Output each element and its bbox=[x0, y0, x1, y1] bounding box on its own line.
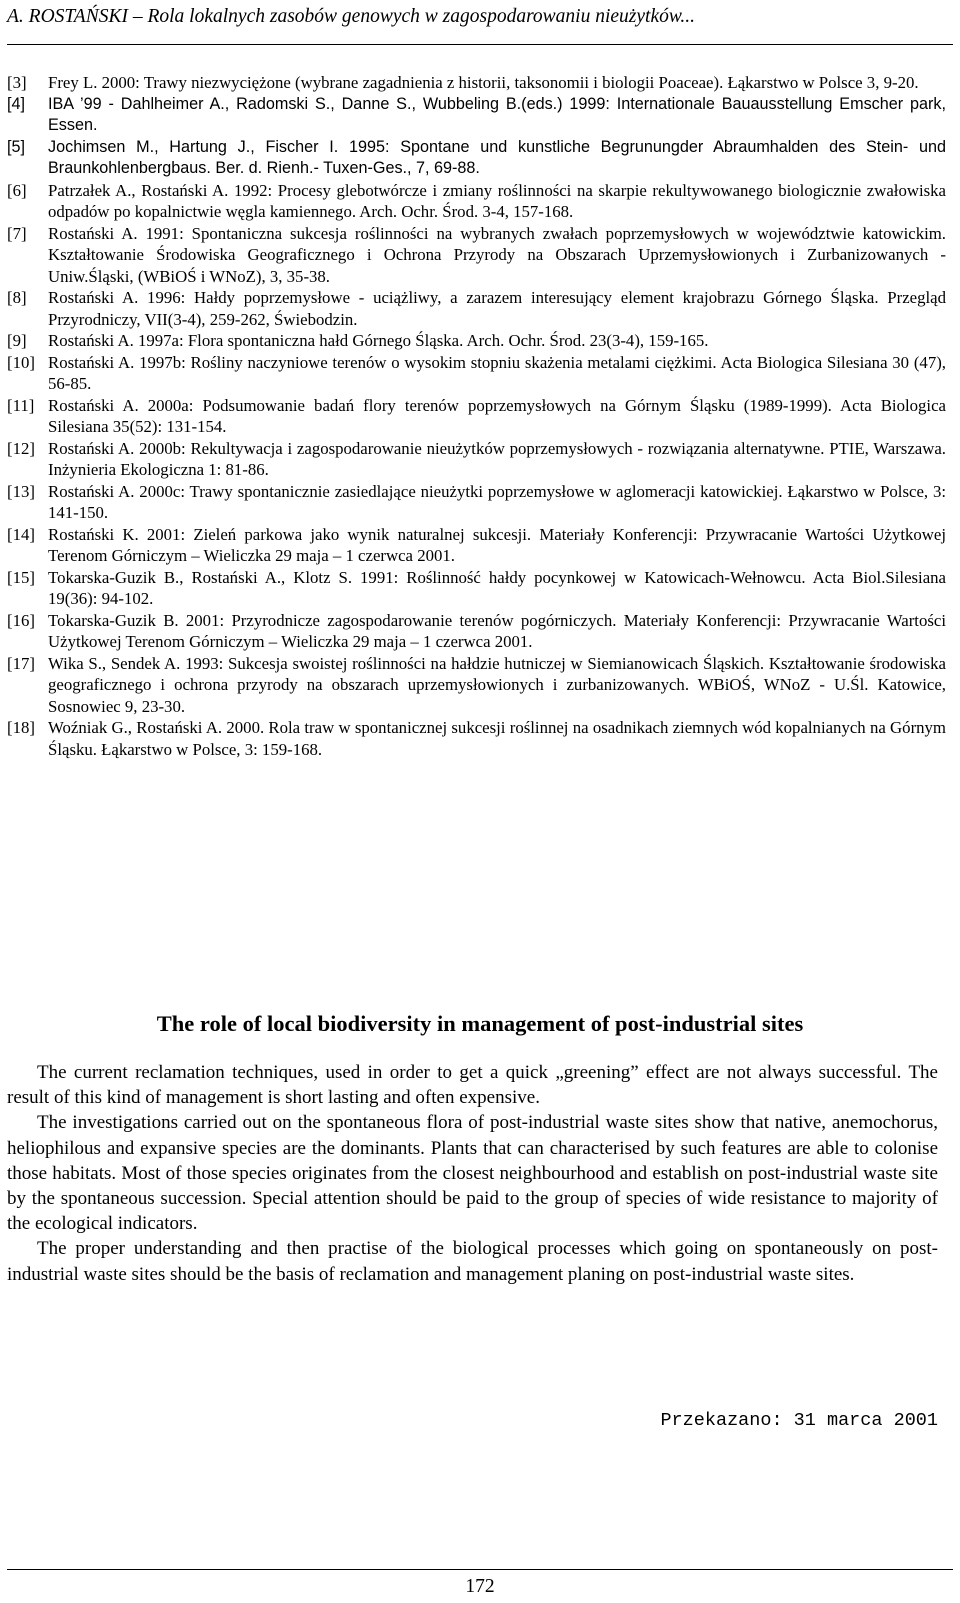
reference-text: Rostański A. 2000a: Podsumowanie badań flory terenów poprzemysłowych na Górnym Śląsku (1989-1999). Acta Biologica Silesiana 35(52): 131-154. bbox=[48, 395, 946, 436]
running-header: A. ROSTAŃSKI – Rola lokalnych zasobów genowych w zagospodarowaniu nieużytków... bbox=[7, 6, 696, 27]
reference-item bbox=[7, 72, 946, 94]
reference-item bbox=[7, 395, 946, 438]
reference-item bbox=[7, 438, 946, 481]
reference-item bbox=[7, 223, 946, 288]
reference-text: Rostański A. 2000c: Trawy spontanicznie zasiedlające nieużytki poprzemysłowe w aglomeracji katowickiej. Łąkarstwo w Polsce, 3: 141-150. bbox=[48, 481, 946, 522]
reference-number: [3] bbox=[7, 73, 27, 92]
abstract-paragraph: The investigations carried out on the spontaneous flora of post-industrial waste sites show that native, anemochorus, heliophilous and expansive species are the dominants. Plants that can characterised by such features are able to colonise those habitats. Most of those species originates from the closest neighbourhood and establish on post-industrial waste site by the spontaneous succession. Special attention should be paid to the group of species of wide resistance to majority of the ecological indicators. bbox=[7, 1112, 938, 1235]
reference-item bbox=[7, 653, 946, 718]
reference-text: Tokarska-Guzik B., Rostański A., Klotz S. 1991: Roślinność hałdy pocynkowej w Katowicach-Wełnowcu. Acta Biol.Silesiana 19(36): 94-102. bbox=[48, 567, 946, 608]
reference-text: Wika S., Sendek A. 1993: Sukcesja swoistej roślinności na hałdzie hutniczej w Siemianowicach Śląskich. Kształtowanie środowiska geograficznego i ochrona przyrody na obszarach uprzemysłowionych i zurbanizowanych. WBiOŚ, WNoZ - U.Śl. Katowice, Sosnowiec 9, 23-30. bbox=[48, 653, 946, 716]
reference-text: Rostański A. 1991: Spontaniczna sukcesja roślinności na wybranych zwałach poprzemysłowych w województwie katowickim. Kształtowanie Środowiska Geograficznego i Ochrona Przyrody na Obszarach Uprzemysłowionych i Zurbanizowanych - Uniw.Śląski, (WBiOŚ i WNoZ), 3, 35-38. bbox=[48, 223, 946, 286]
reference-text: Rostański K. 2001: Zieleń parkowa jako wynik naturalnej sukcesji. Materiały Konferencji: Przywracanie Wartości Użytkowej Terenom Górniczym – Wieliczka 29 maja – 1 czerwca 2001. bbox=[48, 524, 946, 565]
reference-item bbox=[7, 481, 946, 524]
reference-number: [12] bbox=[7, 438, 35, 458]
reference-text: Frey L. 2000: Trawy niezwyciężone (wybrane zagadnienia z historii, taksonomii i biologii Poaceae). Łąkarstwo w Polsce 3, 9-20. bbox=[48, 73, 919, 92]
reference-text: Woźniak G., Rostański A. 2000. Rola traw w spontanicznej sukcesji roślinnej na osadnikach ziemnych wód kopalnianych na Górnym Śląsku. Łąkarstwo w Polsce, 3: 159-168. bbox=[48, 718, 946, 759]
reference-item bbox=[7, 610, 946, 653]
reference-text: Tokarska-Guzik B. 2001: Przyrodnicze zagospodarowanie terenów pogórniczych. Materiały Konferencji: Przywracanie Wartości Użytkowej Terenom Górniczym – Wieliczka 29 maja – 1 czerwca 2001. bbox=[48, 610, 946, 651]
reference-text: IBA ’99 - Dahlheimer A., Radomski S., Danne S., Wubbeling B.(eds.) 1999: Internationale Bauausstellung Emscher park, Essen. bbox=[48, 94, 946, 134]
footer-divider bbox=[7, 1569, 953, 1570]
abstract-title: The role of local biodiversity in management of post-industrial sites bbox=[156, 1011, 804, 1036]
reference-number: [6] bbox=[7, 180, 27, 200]
reference-text: Rostański A. 1997b: Rośliny naczyniowe terenów o wysokim stopniu skażenia metalami ciężkimi. Acta Biologica Silesiana 30 (47), 56-85. bbox=[48, 352, 946, 393]
reference-list bbox=[7, 72, 946, 760]
reference-number: [9] bbox=[7, 331, 27, 350]
reference-text: Rostański A. 2000b: Rekultywacja i zagospodarowanie nieużytków poprzemysłowych - rozwiązania alternatywne. PTIE, Warszawa. Inżynieria Ekologiczna 1: 81-86. bbox=[48, 438, 946, 479]
reference-number: [13] bbox=[7, 481, 35, 501]
reference-text: Rostański A. 1997a: Flora spontaniczna hałd Górnego Śląska. Arch. Ochr. Środ. 23(3-4), 159-165. bbox=[48, 331, 709, 350]
reference-text: Rostański A. 1996: Hałdy poprzemysłowe - uciążliwy, a zarazem interesujący element krajobrazu Górnego Śląska. Przegląd Przyrodniczy, VII(3-4), 259-262, Świebodzin. bbox=[48, 288, 946, 329]
reference-text: Patrzałek A., Rostański A. 1992: Procesy glebotwórcze i zmiany roślinności na skarpie rekultywowanego biologicznie zwałowiska odpadów po kopalnictwie węgla kamiennego. Arch. Ochr. Środ. 3-4, 157-168. bbox=[48, 180, 946, 221]
abstract-paragraph: The current reclamation techniques, used in order to get a quick „greening” effect are not always successful. The result of this kind of management is short lasting and often expensive. bbox=[7, 1062, 938, 1109]
reference-item bbox=[7, 352, 946, 395]
abstract-paragraph: The proper understanding and then practise of the biological processes which going on spontaneously on post-industrial waste sites should be the basis of reclamation and management planing on post-industrial waste sites. bbox=[7, 1238, 938, 1285]
reference-number: [10] bbox=[7, 352, 35, 372]
reference-number: [8] bbox=[7, 288, 27, 307]
reference-number: [11] bbox=[7, 395, 35, 415]
reference-item bbox=[7, 94, 946, 137]
reference-number: [18] bbox=[7, 718, 35, 737]
reference-text: Jochimsen M., Hartung J., Fischer I. 1995: Spontane und kunstliche Begrunungder Abraumhalden des Stein- und Braunkohlenbergbaus. Ber. d. Rienh.- Tuxen-Ges., 7, 69-88. bbox=[48, 137, 946, 177]
reference-item bbox=[7, 524, 946, 567]
abstract-body bbox=[7, 1060, 938, 1287]
reference-item bbox=[7, 180, 946, 223]
reference-number: [17] bbox=[7, 653, 35, 673]
reference-number: [4] bbox=[7, 94, 25, 113]
reference-item bbox=[7, 137, 946, 180]
received-date: Przekazano: 31 marca 2001 bbox=[660, 1410, 938, 1431]
reference-number: [14] bbox=[7, 524, 35, 544]
reference-item bbox=[7, 717, 946, 760]
reference-number: [15] bbox=[7, 567, 35, 587]
reference-item bbox=[7, 330, 946, 352]
reference-number: [7] bbox=[7, 223, 27, 243]
reference-item bbox=[7, 567, 946, 610]
reference-number: [16] bbox=[7, 610, 35, 630]
header-divider bbox=[7, 44, 953, 45]
reference-number: [5] bbox=[7, 137, 25, 156]
reference-item bbox=[7, 287, 946, 330]
page-number: 172 bbox=[465, 1576, 495, 1597]
